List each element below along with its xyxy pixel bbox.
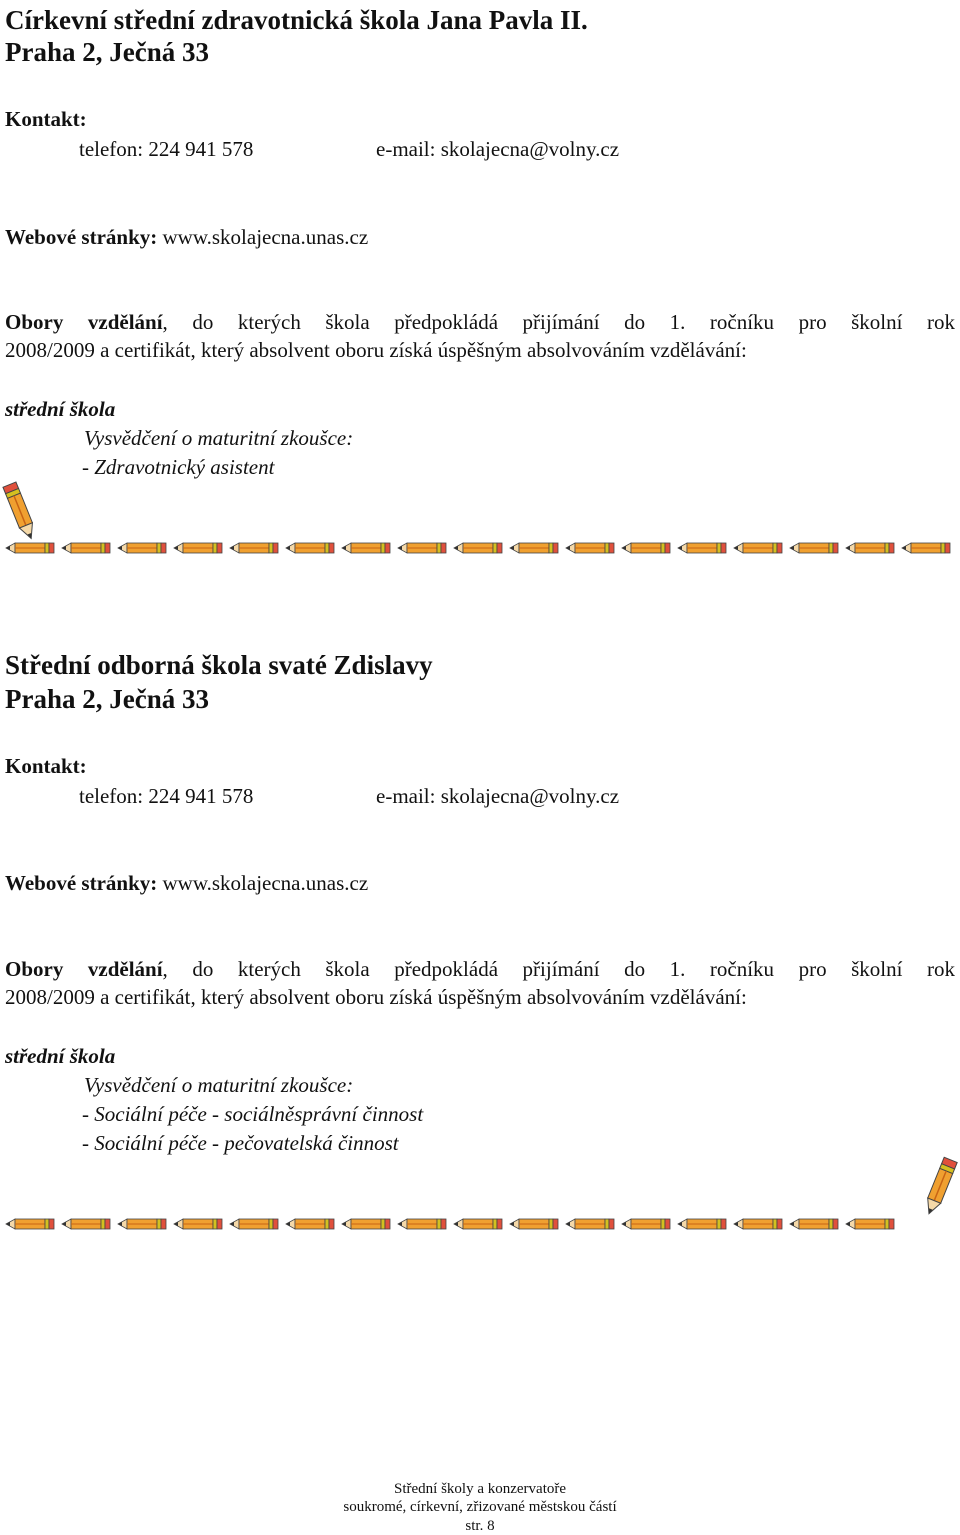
- school-2-program-2: - Sociální péče - pečovatelská činnost: [82, 1131, 399, 1155]
- pencil-icon: [922, 1158, 958, 1220]
- school-1-fields-paragraph: [5, 308, 955, 364]
- school-1-fields-text1: , do kterých škola předpokládá přijímání do 1. ročníku pro školní rok: [162, 310, 955, 334]
- school-2-fields-line1: [5, 955, 955, 983]
- school-2-fields-paragraph: [5, 955, 955, 1011]
- school-2-contact-label: Kontakt:: [5, 754, 87, 778]
- school-2-school-type: střední škola: [5, 1044, 116, 1068]
- school-2-web-label: Webové stránky:: [5, 871, 158, 895]
- school-1-certificate: Vysvědčení o maturitní zkoušce:: [84, 426, 354, 450]
- school-1-phone: telefon: 224 941 578: [79, 137, 254, 161]
- school-1-program-1: - Zdravotnický asistent: [82, 455, 275, 479]
- school-1-contact-label: Kontakt:: [5, 107, 87, 131]
- school-2-fields-bold: Obory vzdělání: [5, 957, 163, 981]
- school-1-address: Praha 2, Ječná 33: [5, 37, 209, 67]
- school-1-school-type: střední škola: [5, 397, 116, 421]
- school-1-web-label: Webové stránky:: [5, 225, 158, 249]
- school-1-web: [5, 224, 368, 250]
- school-2-address: Praha 2, Ječná 33: [5, 684, 209, 714]
- school-2-title: Střední odborná škola svaté Zdislavy: [5, 650, 433, 680]
- school-1-fields-bold: Obory vzdělání: [5, 310, 163, 334]
- pencil-icon: [4, 482, 40, 544]
- footer-title: Střední školy a konzervatoře: [393, 1481, 567, 1497]
- pencil-border-2: [0, 1216, 960, 1232]
- school-2-web: [5, 870, 368, 896]
- school-1-fields-line1: [5, 308, 955, 336]
- page-number: str. 8: [465, 1518, 495, 1534]
- school-2-web-url[interactable]: www.skolajecna.unas.cz: [162, 871, 369, 895]
- school-2-fields-text1: , do kterých škola předpokládá přijímání do 1. ročníku pro školní rok: [162, 957, 955, 981]
- school-1-fields-text2: 2008/2009 a certifikát, který absolvent oboru získá úspěšným absolvováním vzdělávání:: [5, 338, 747, 362]
- school-1-title: Církevní střední zdravotnická škola Jana Pavla II.: [5, 5, 588, 35]
- school-1-web-url[interactable]: www.skolajecna.unas.cz: [162, 225, 369, 249]
- pencil-border-1: [0, 540, 960, 556]
- footer-subtitle: soukromé, církevní, zřizované městskou částí: [343, 1499, 617, 1515]
- school-1-email[interactable]: e-mail: skolajecna@volny.cz: [376, 137, 620, 161]
- school-2-fields-text2: 2008/2009 a certifikát, který absolvent oboru získá úspěšným absolvováním vzdělávání:: [5, 985, 747, 1009]
- school-2-email[interactable]: e-mail: skolajecna@volny.cz: [376, 784, 620, 808]
- school-2-phone: telefon: 224 941 578: [79, 784, 254, 808]
- school-2-program-1: - Sociální péče - sociálněsprávní činnost: [82, 1102, 424, 1126]
- school-2-certificate: Vysvědčení o maturitní zkoušce:: [84, 1073, 354, 1097]
